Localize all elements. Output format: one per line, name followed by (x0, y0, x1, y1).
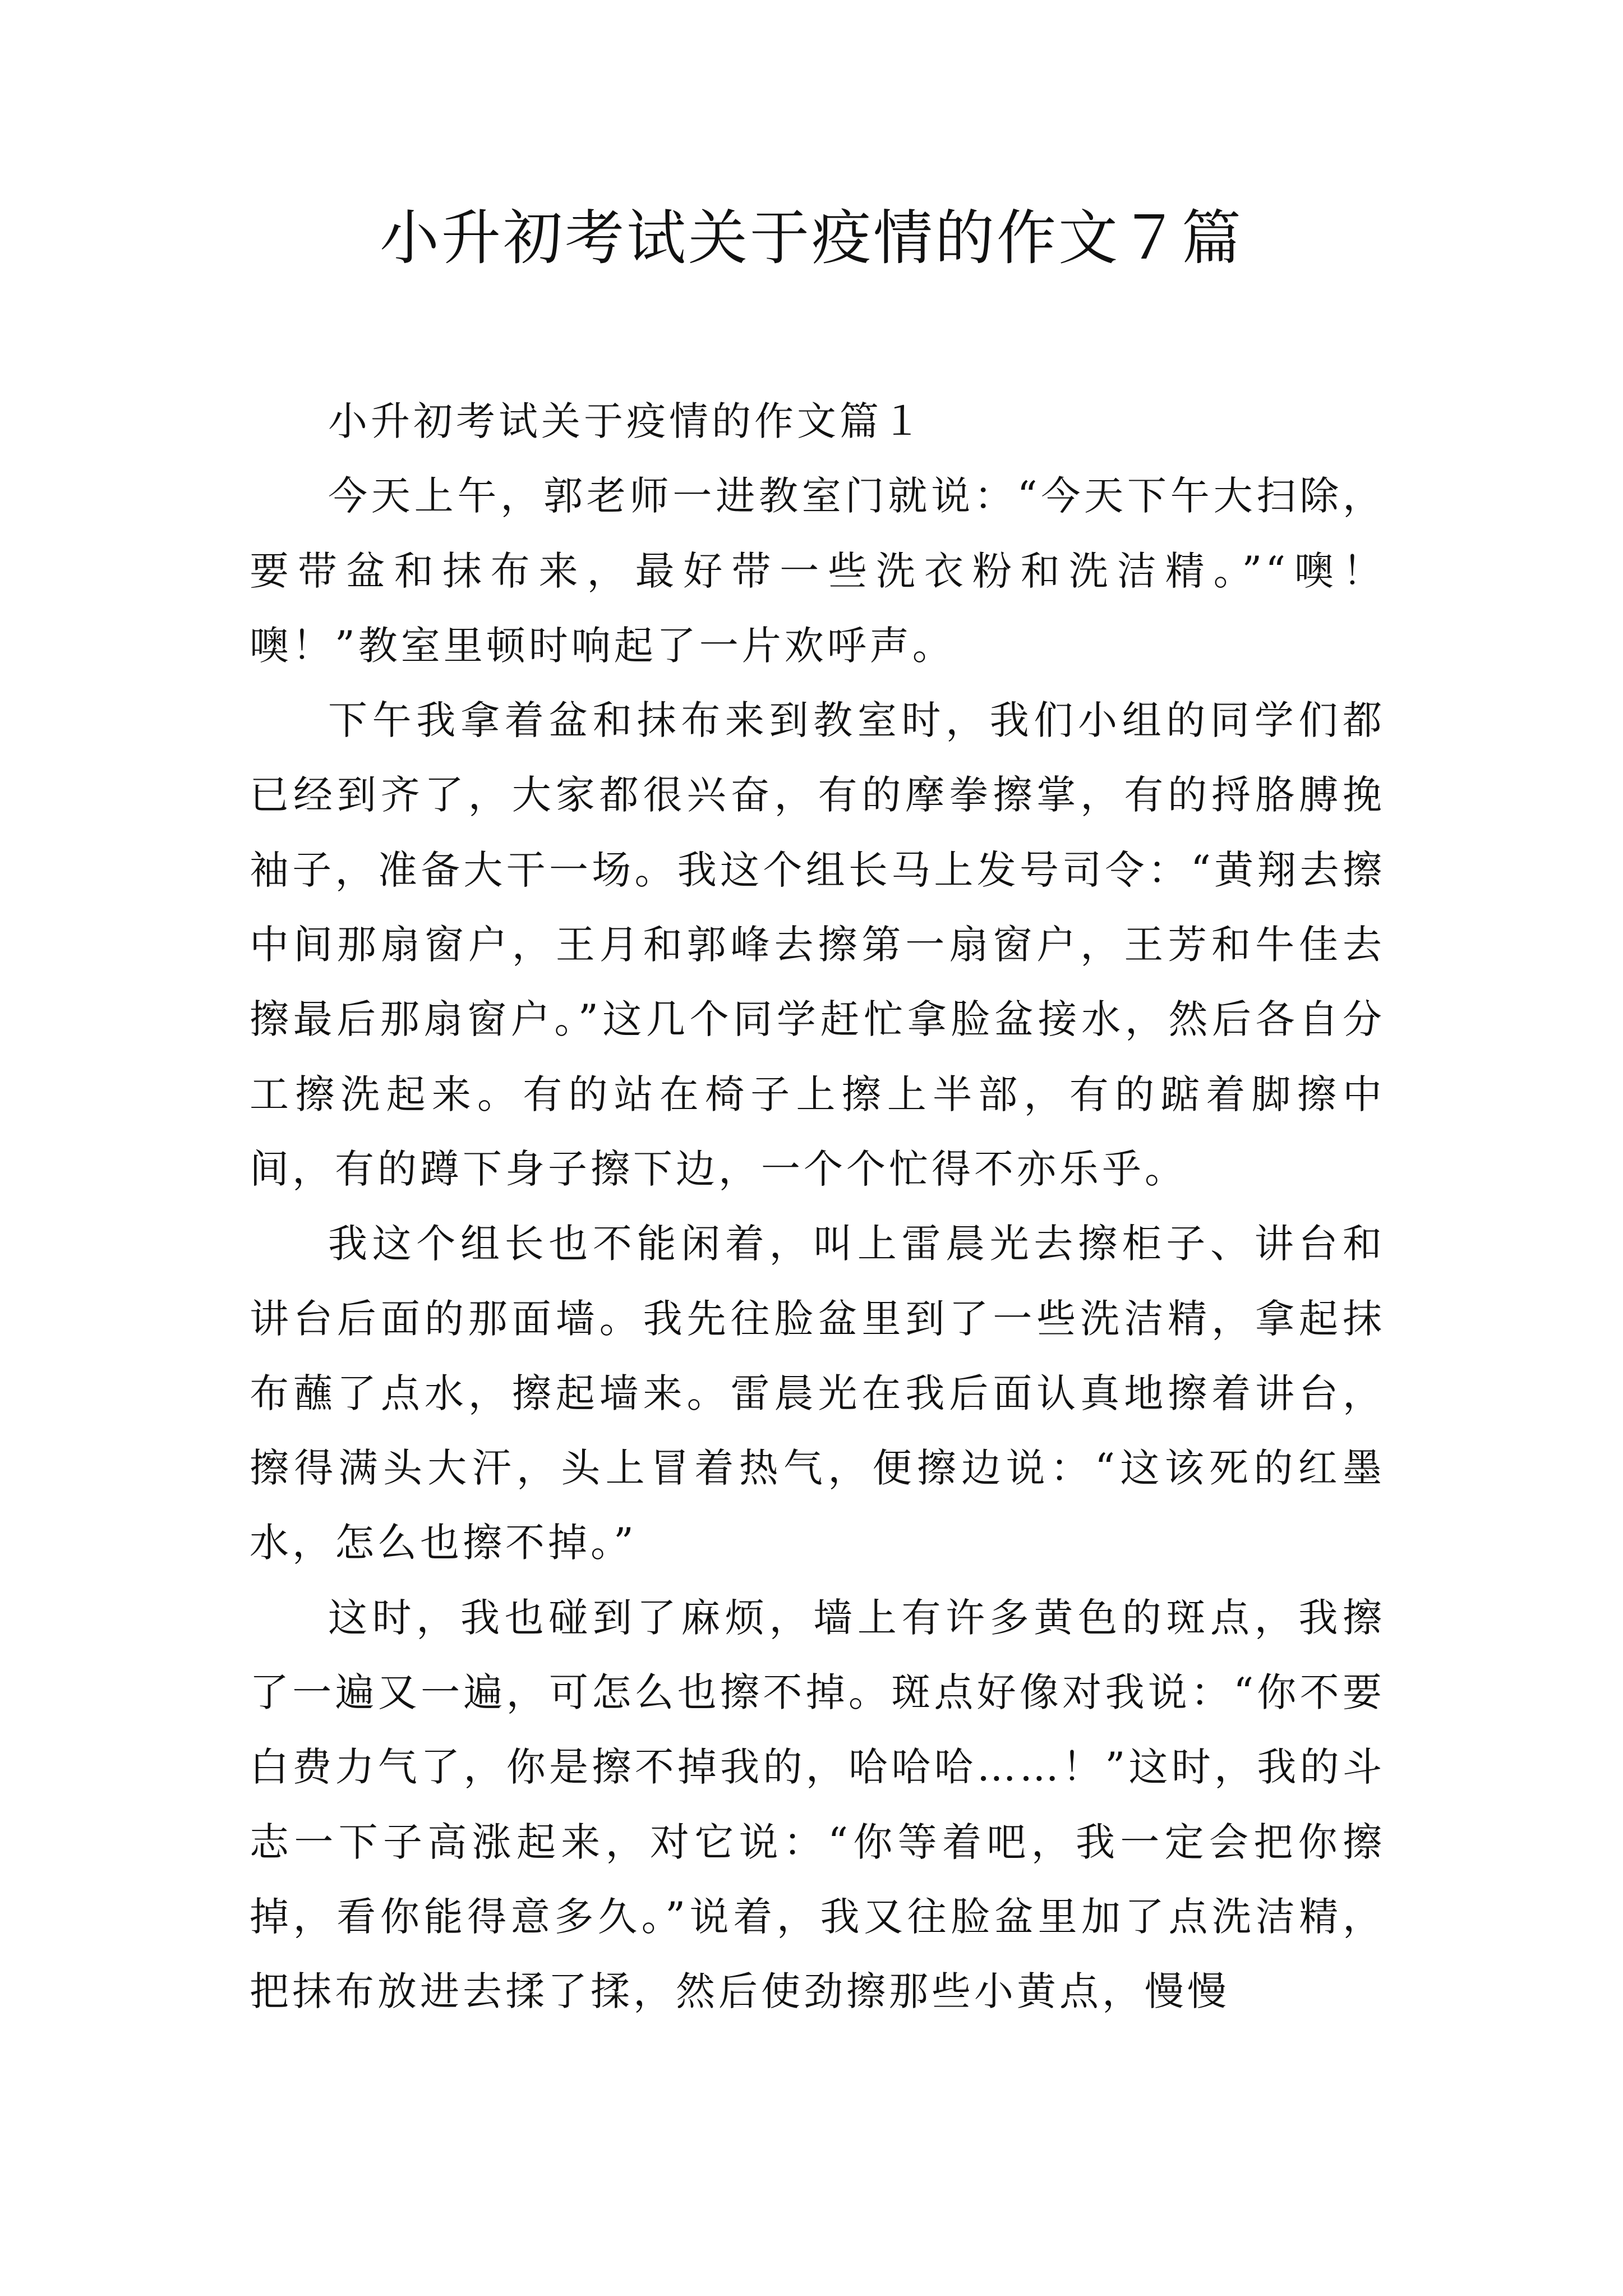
paragraph-1: 今天上午，郭老师一进教室门就说：“今天下午大扫除，要带盆和抹布来，最好带一些洗衣粉和洗洁精。”“噢！噢！”教室里顿时响起了一片欢呼声。 (250, 473, 1385, 669)
section-heading: 小升初考试关于疫情的作文篇１ (328, 398, 925, 444)
document-title: 小升初考试关于疫情的作文７篇 (380, 204, 1243, 273)
paragraph-3: 我这个组长也不能闲着，叫上雷晨光去擦柜子、讲台和讲台后面的那面墙。我先往脸盆里到了一些洗洁精，拿起抹布蘸了点水，擦起墙来。雷晨光在我后面认真地擦着讲台，擦得满头大汗，头上冒着热气，便擦边说：“这该死的红墨水，怎么也擦不掉。” (250, 1221, 1385, 1566)
paragraph-2: 下午我拿着盆和抹布来到教室时，我们小组的同学们都已经到齐了，大家都很兴奋，有的摩拳擦掌，有的捋胳膊挽袖子，准备大干一场。我这个组长马上发号司令：“黄翔去擦中间那扇窗户，王月和郭峰去擦第一扇窗户，王芳和牛佳去擦最后那扇窗户。”这几个同学赶忙拿脸盆接水，然后各自分工擦洗起来。有的站在椅子上擦上半部，有的踮着脚擦中间，有的蹲下身子擦下边，一个个忙得不亦乐乎。 (250, 697, 1385, 1192)
document-body (250, 384, 1385, 2030)
paragraph-4: 这时，我也碰到了麻烦，墙上有许多黄色的斑点，我擦了一遍又一遍，可怎么也擦不掉。斑点好像对我说：“你不要白费力气了，你是擦不掉我的，哈哈哈……！”这时，我的斗志一下子高涨起来，对它说：“你等着吧，我一定会把你擦掉，看你能得意多久。”说着，我又往脸盆里加了点洗洁精，把抹布放进去揉了揉，然后使劲擦那些小黄点，慢慢 (250, 1594, 1385, 2015)
